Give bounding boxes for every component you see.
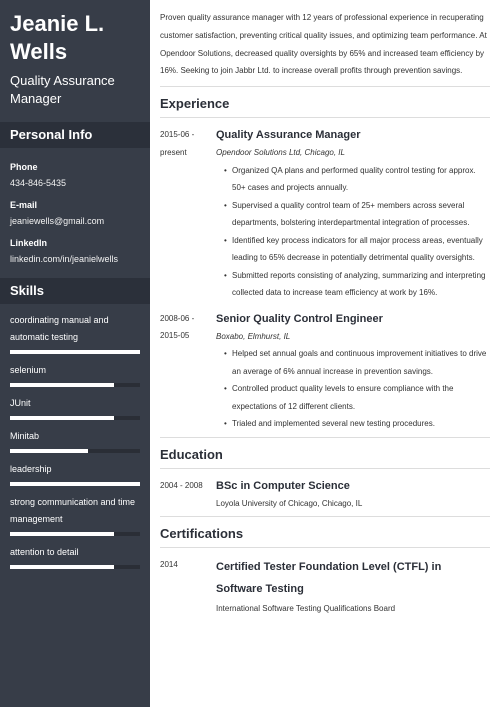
skill-name: coordinating manual and automatic testing (10, 315, 109, 342)
education-entry (160, 477, 490, 513)
experience-bullets (216, 345, 490, 433)
bullet-item: • Organized QA plans and performed quality control testing for approx. 50+ cases and projects annually. (224, 162, 490, 197)
skill-level-bar (10, 565, 140, 569)
skill-level-fill (10, 383, 114, 387)
skill-level-fill (10, 449, 88, 453)
experience-body (216, 310, 490, 433)
education-body (216, 477, 490, 513)
name-line-2: Wells (10, 39, 68, 64)
skill-item (10, 395, 140, 420)
skills-list (0, 312, 150, 569)
email-label: E-mail (10, 200, 38, 210)
bullet-item: • Identified key process indicators for all major process areas, eventually leading to 65% decrease in potentially detrimental quality oversights. (224, 232, 490, 267)
bullet-item: • Submitted reports consisting of analyzing, summarizing and interpreting collected data to increase team efficiency at work by 16%. (224, 267, 490, 302)
certification-entry (160, 556, 490, 618)
skill-item (10, 428, 140, 453)
skill-name: Minitab (10, 431, 40, 441)
skill-name: selenium (10, 365, 47, 375)
education-list (160, 477, 490, 513)
sidebar (0, 0, 150, 707)
phone-label: Phone (10, 162, 38, 172)
skills-heading: Skills (0, 278, 150, 304)
education-heading: Education (160, 446, 490, 469)
experience-title: Senior Quality Control Engineer (216, 312, 383, 325)
bullet-item: • Supervised a quality control team of 25+ members across several departments, bolstering interdepartmental integration of processes. (224, 197, 490, 232)
linkedin-label: LinkedIn (10, 238, 48, 248)
skill-item (10, 362, 140, 387)
experience-bullets (216, 162, 490, 302)
experience-company: Boxabo, Elmhurst, IL (216, 331, 291, 341)
certifications-heading: Certifications (160, 525, 490, 548)
skill-level-bar (10, 383, 140, 387)
job-title: Quality Assurance Manager (10, 73, 115, 106)
skill-item (10, 461, 140, 486)
phone-value[interactable]: 434-846-5435 (10, 178, 67, 188)
bullet-item: • Controlled product quality levels to ensure compliance with the expectations of 12 different clients. (224, 380, 490, 415)
certification-issuer: International Software Testing Qualifications Board (216, 604, 396, 614)
skill-item (10, 544, 140, 569)
skill-item (10, 494, 140, 536)
experience-title: Quality Assurance Manager (216, 129, 361, 142)
skill-level-fill (10, 350, 140, 354)
experience-heading: Experience (160, 95, 490, 118)
candidate-name (0, 0, 150, 66)
skill-level-fill (10, 416, 114, 420)
skill-level-fill (10, 532, 114, 536)
experience-date: 2015-06 - present (160, 130, 195, 157)
experience-date: 2008-06 - 2015-05 (160, 313, 195, 341)
skill-level-bar (10, 449, 140, 453)
divider (160, 516, 490, 517)
skill-level-fill (10, 565, 114, 569)
education-date: 2004 - 2008 (160, 480, 203, 490)
personal-info (0, 148, 150, 266)
certification-body (216, 556, 490, 618)
skill-name: attention to detail (10, 547, 79, 557)
skill-name: JUnit (10, 398, 31, 408)
skill-item (10, 312, 140, 354)
skill-level-bar (10, 532, 140, 536)
email-value[interactable]: jeaniewells@gmail.com (10, 216, 105, 226)
bullet-item: • Helped set annual goals and continuous improvement initiatives to drive an average of 6% annual increase in prevention savings. (224, 345, 490, 380)
certification-title: Certified Tester Foundation Level (CTFL) in Software Testing (216, 561, 442, 596)
experience-entry (160, 310, 490, 433)
education-school: Loyola University of Chicago, Chicago, IL (216, 498, 363, 508)
experience-list (160, 126, 490, 433)
bullet-item: • Trialed and implemented several new testing procedures. (224, 415, 490, 433)
linkedin-link[interactable]: linkedin.com/in/jeanielwells (10, 254, 119, 264)
experience-company: Opendoor Solutions Ltd, Chicago, IL (216, 148, 345, 158)
skill-level-fill (10, 482, 140, 486)
experience-entry (160, 126, 490, 302)
divider (160, 437, 490, 438)
summary: Proven quality assurance manager with 12 years of professional experience in recuperating customer satisfaction, preventing critical quality issues, and optimizing team performance. At Opendoor Solutions, decreased quality oversights by 65% and increased team efficiency by 16%. Seeking to join Jabbr Ltd. to increase overall profits through prevention savings. (160, 0, 490, 87)
personal-info-heading: Personal Info (0, 122, 150, 148)
experience-body (216, 126, 490, 302)
certification-date: 2014 (160, 560, 178, 570)
skill-name: strong communication and time management (10, 497, 136, 524)
certifications-list (160, 556, 490, 618)
skill-name: leadership (10, 464, 52, 474)
skill-level-bar (10, 416, 140, 420)
name-line-1: Jeanie L. (10, 11, 105, 36)
education-degree: BSc in Computer Science (216, 479, 350, 492)
main-content (160, 0, 490, 618)
skill-level-bar (10, 350, 140, 354)
skill-level-bar (10, 482, 140, 486)
